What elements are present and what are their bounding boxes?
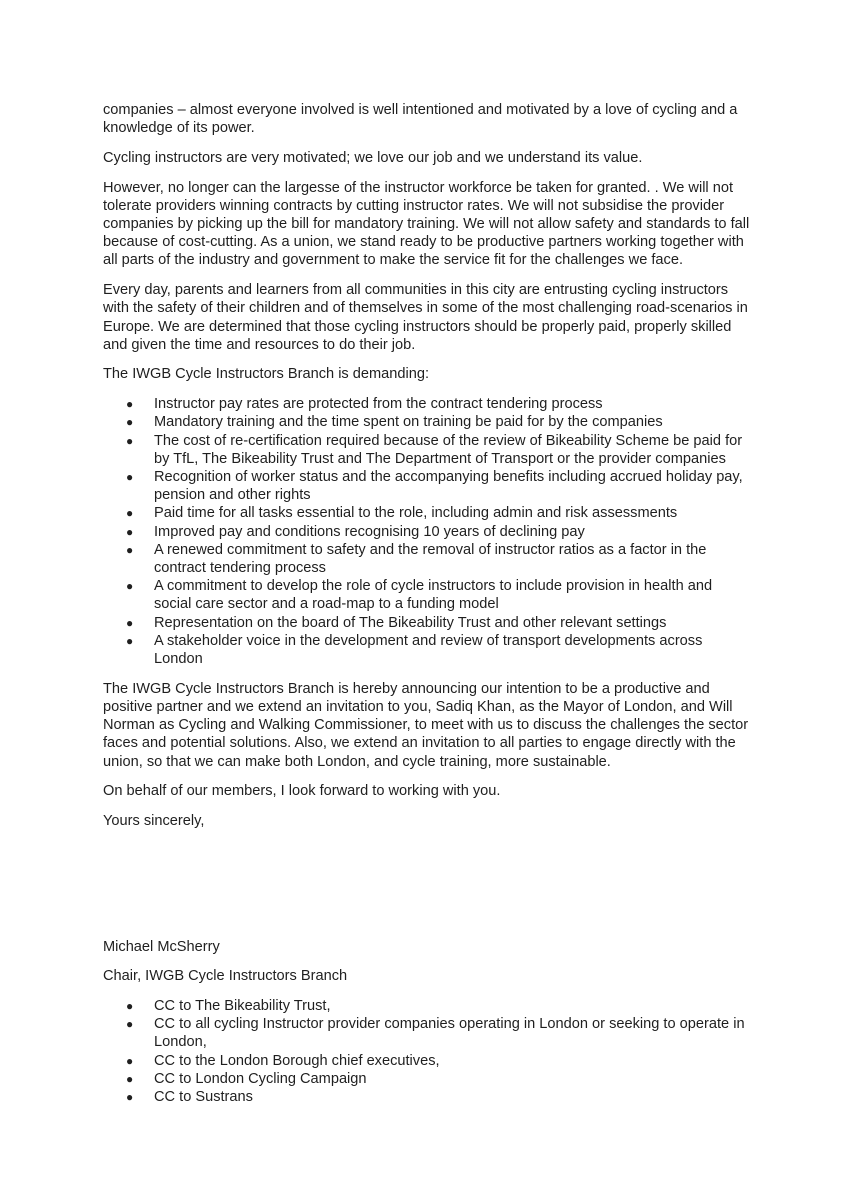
paragraph-behalf: On behalf of our members, I look forward to working with you. xyxy=(103,783,501,800)
list-item: ● CC to London Cycling Campaign xyxy=(126,1070,367,1087)
list-item: ● Instructor pay rates are protected from the contract tendering process xyxy=(126,396,603,413)
bullet-icon: ● xyxy=(126,415,134,430)
list-item: ● CC to The Bikeability Trust, xyxy=(126,998,331,1015)
signature-space xyxy=(103,842,753,938)
bullet-icon: ● xyxy=(126,1053,134,1068)
paragraph-everyday: Every day, parents and learners from all communities in this city are entrusting cycling instructors with the safety of their children and of themselves in some of the most challenging road-scenarios in Europe. We are determined that those cycling instructors should be properly paid, properly skilled and given the time and resources to do their job. xyxy=(103,282,748,353)
bullet-icon: ● xyxy=(126,469,134,484)
paragraph-intro: companies – almost everyone involved is well intentioned and motivated by a love of cycling and a knowledge of its power. xyxy=(103,102,738,137)
bullet-icon: ● xyxy=(126,524,134,539)
demands-list xyxy=(103,395,753,668)
bullet-icon: ● xyxy=(126,579,134,594)
list-item: ● Recognition of worker status and the accompanying benefits including accrued holiday pay, pension and other rights xyxy=(126,468,743,504)
paragraph-motivated: Cycling instructors are very motivated; we love our job and we understand its value. xyxy=(103,149,643,166)
cc-list xyxy=(103,997,753,1106)
list-item: ● CC to Sustrans xyxy=(126,1089,253,1106)
letter-page xyxy=(103,101,753,1118)
list-item: ● Representation on the board of The Bikeability Trust and other relevant settings xyxy=(126,614,667,631)
bullet-icon: ● xyxy=(126,1090,134,1105)
bullet-icon: ● xyxy=(126,397,134,412)
list-item: ● A renewed commitment to safety and the removal of instructor ratios as a factor in the contract tendering process xyxy=(126,541,707,576)
bullet-icon: ● xyxy=(126,542,134,557)
list-item: ● A commitment to develop the role of cycle instructors to include provision in health and social care sector and a road-map to a funding model xyxy=(126,578,713,613)
bullet-icon: ● xyxy=(126,433,134,448)
signatory-title: Chair, IWGB Cycle Instructors Branch xyxy=(103,968,348,985)
list-item: ● CC to all cycling Instructor provider companies operating in London or seeking to operate in London, xyxy=(126,1016,745,1051)
list-item: ● A stakeholder voice in the development and review of transport developments across London xyxy=(126,632,703,667)
list-item: ● Paid time for all tasks essential to the role, including admin and risk assessments xyxy=(126,505,678,522)
closing-text: Yours sincerely, xyxy=(103,812,205,829)
list-item: ● Improved pay and conditions recognising 10 years of declining pay xyxy=(126,523,585,540)
signatory-name: Michael McSherry xyxy=(103,938,220,955)
list-item: ● Mandatory training and the time spent on training be paid for by the companies xyxy=(126,414,663,431)
list-item: ● The cost of re-certification required because of the review of Bikeability Scheme be paid for by TfL, The Bikeability Trust and The Department of Transport or the provider companies xyxy=(126,432,743,467)
paragraph-however: However, no longer can the largesse of the instructor workforce be taken for granted. . We will not tolerate providers winning contracts by cutting instructor rates. We will not subsidise the provider companies by picking up the bill for mandatory training. We will not allow safety and standards to fall because of cost-cutting. As a union, we stand ready to be productive partners working together with all parts of the industry and government to make the service fit for the challenges we face. xyxy=(103,179,750,269)
bullet-icon: ● xyxy=(126,633,134,648)
bullet-icon: ● xyxy=(126,506,134,521)
demands-intro: The IWGB Cycle Instructors Branch is demanding: xyxy=(103,366,430,383)
bullet-icon: ● xyxy=(126,1071,134,1086)
list-item: ● CC to the London Borough chief executives, xyxy=(126,1052,440,1069)
bullet-icon: ● xyxy=(126,615,134,630)
bullet-icon: ● xyxy=(126,999,134,1014)
paragraph-announce: The IWGB Cycle Instructors Branch is hereby announcing our intention to be a productive and positive partner and we extend an invitation to you, Sadiq Khan, as the Mayor of London, and Will Norman as Cycling and Walking Commissioner, to meet with us to discuss the challenges the sector faces and potential solutions. Also, we extend an invitation to all parties to engage directly with the union, so that we can make both London, and cycle training, more sustainable. xyxy=(103,680,749,770)
bullet-icon: ● xyxy=(126,1017,134,1032)
